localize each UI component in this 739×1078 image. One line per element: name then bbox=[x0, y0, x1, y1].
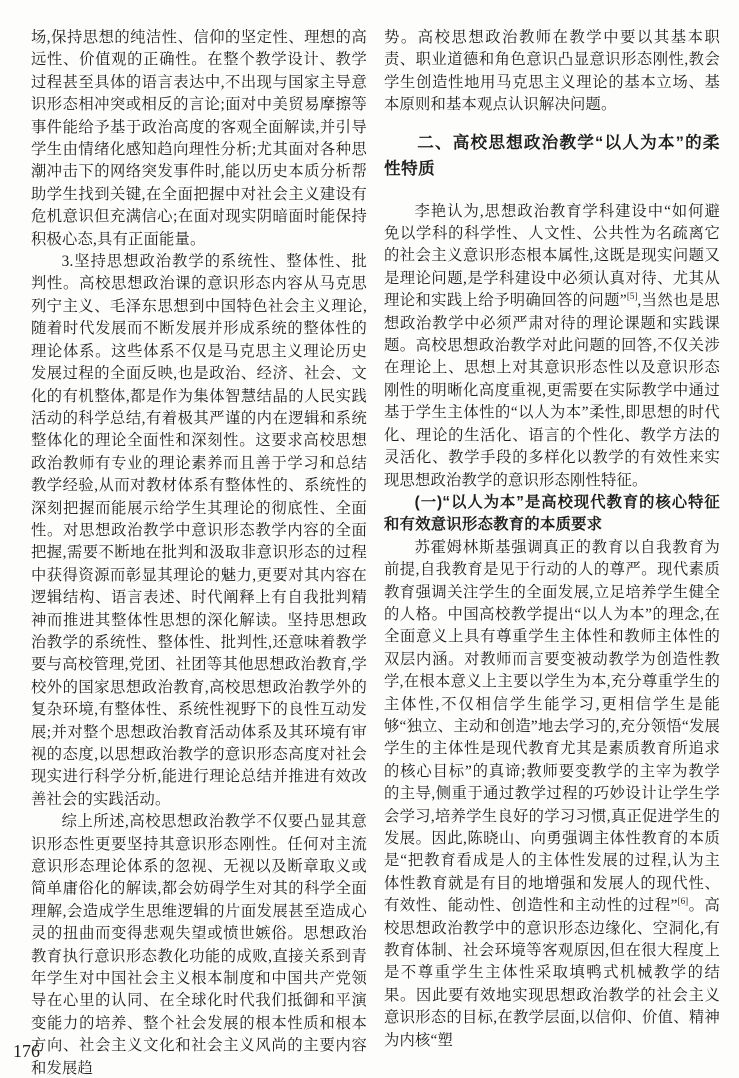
paragraph-summary: 综上所述,高校思想政治教学不仅要凸显其意识形态性更要坚持其意识形态刚性。任何对主流意识形态理论体系的忽视、无视以及断章取义或简单庸俗化的解读,都会妨碍学生对其的科学全面理解,会造成学生思维逻辑的片面发展甚至造成心灵的扭曲而变得悲观失望或愤世嫉俗。思想政治教育执行意识形态教化功能的成败,直接关系到青年学生对中国社会主义根本制度和中国共产党领导在心里的认同、在全球化时代我们抵御和平演变能力的培养、整个社会发展的根本性质和根本方向、社会主义文化和社会主义风尚的主要内容和发展趋 bbox=[31, 813, 367, 1077]
paragraph-liyan-quote bbox=[384, 201, 720, 492]
paragraph-continuation-from-previous-page: 场,保持思想的纯洁性、信仰的坚定性、理想的高远性、价值观的正确性。在整个教学设计、教学过程甚至具体的语言表达中,不出现与国家主导意识形态相冲突或相反的言论;面对中美贸易摩擦等事件能给予基于政治高度的客观全面解读,并引导学生由情绪化感知趋向理性分析;尤其面对各种思潮冲击下的网络突发事件时,能以历史本质分析帮助学生找到关键,在全面把握中对社会主义建设有危机意识但充满信心;在面对现实阴暗面时能保持积极心态,具有正面能量。 bbox=[31, 29, 367, 248]
right-column bbox=[384, 27, 720, 1052]
subsection-heading-1: (一)“以人为本”是高校现代教育的核心特征和有效意识形态教育的本质要求 bbox=[384, 493, 720, 534]
paragraph-text: ,当然也是思想政治教学中必须严肃对待的理论课题和实践课题。高校思想政治教学对此问题的回答,不仅关涉在理论上、思想上对其意识形态性以及意识形态刚性的明晰化高度重视,更需要在实际教学中通过基于学生主体性的“以人为本”柔性,即思想的时代化、理论的生活化、语言的个性化、教学方法的灵活化、教学手段的多样化以教学的有效性来实现思想政治教学的意识形态刚性特征。 bbox=[384, 292, 720, 489]
paragraph-text: 李艳认为,思想政治教育学科建设中“如何避免以学科的科学性、人文性、公共性为名疏离它的社会主义意识形态根本属性,这既是现实问题又是理论问题,是学科建设中必须认真对待、尤其从理论和实践上给予明确回答的问题” bbox=[384, 202, 720, 310]
paragraph-text: 。高校思想政治教学中的意识形态边缘化、空洞化,有教育体制、社会环境等客观原因,但在很大程度上是不尊重学生主体性采取填鸭式机械教学的结果。因此要有效地实现思想政治教学的社会主义意识形态的目标,在教学层面,以信仰、价值、精神为内核“塑 bbox=[384, 897, 720, 1049]
citation-ref-5: [5] bbox=[626, 291, 638, 302]
paragraph-continuation-from-left-column: 势。高校思想政治教师在教学中要以其基本职责、职业道德和角色意识凸显意识形态刚性,教会学生创造性地用马克思主义理论的基本立场、基本原则和基本观点认识解决问题。 bbox=[384, 29, 720, 114]
page-number: 176 bbox=[13, 1041, 40, 1061]
citation-ref-6: [6] bbox=[677, 896, 689, 907]
section-heading-2: 二、高校思想政治教学“以人为本”的柔性特质 bbox=[384, 132, 720, 178]
paragraph-text: 苏霍姆林斯基强调真正的教育以自我教育为前提,自我教育是见于行动的人的尊严。现代素质教育强调关注学生的全面发展,立足培养学生健全的人格。中国高校教学提出“以人为本”的理念,在全面意义上具有尊重学生主体性和教师主体性的双层内涵。对教师而言要变被动教学为创造性教学,在根本意义上主要以学生为本,充分尊重学生的主体性,不仅相信学生能学习,更相信学生是能够“独立、主动和创造”地去学习的,充分领悟“发展学生的主体性是现代教育尤其是素质教育所追求的核心目标”的真谛;教师要变教学的主宰为教学的主导,侧重于通过教学过程的巧妙设计让学生学会学习,培养学生良好的学习习惯,真正促进学生的发展。因此,陈晓山、向勇强调主体性教育的本质是“把教育看成是人的主体性发展的过程,认为主体性教育就是有目的地增强和发展人的现代性、有效性、能动性、创造性和主动性的过程” bbox=[384, 538, 720, 915]
paragraph-subjectivity-education bbox=[384, 537, 720, 1052]
paragraph-point-3: 3.坚持思想政治教学的系统性、整体性、批判性。高校思想政治课的意识形态内容从马克思列宁主义、毛泽东思想到中国特色社会主义理论,随着时代发展而不断发展并形成系统的整体性的理论体系。这些体系不仅是马克思主义理论历史发展过程的全面反映,也是政治、经济、社会、文化的有机整体,都是作为集体智慧结晶的人民实践活动的科学总结,有着极其严谨的内在逻辑和系统整体化的理论全面性和深刻性。这要求高校思想政治教师有专业的理论素养而且善于学习和总结教学经验,从而对教材体系有整体性的、系统性的深刻把握而能展示给学生其理论的彻底性、全面性。对思想政治教学中意识形态教学内容的全面把握,需要不断地在批判和汲取非意识形态的过程中获得资源而彰显其理论的魅力,更要对其内容在逻辑结构、语言表述、时代阐释上有自我批判精神而推进其整体性思想的深化解读。坚持思想政治教学的系统性、整体性、批判性,还意味着教学要与高校管理,党团、社团等其他思想政治教育,学校外的国家思想政治教育,高校思想政治教学外的复杂环境,有整体性、系统性视野下的良性互动发展;并对整个思想政治教育活动体系及其环境有审视的态度,以思想政治教学的意识形态高度对社会现实进行科学分析,能进行理论总结并推进有效改善社会的实践活动。 bbox=[31, 253, 367, 808]
left-column bbox=[31, 27, 367, 1078]
